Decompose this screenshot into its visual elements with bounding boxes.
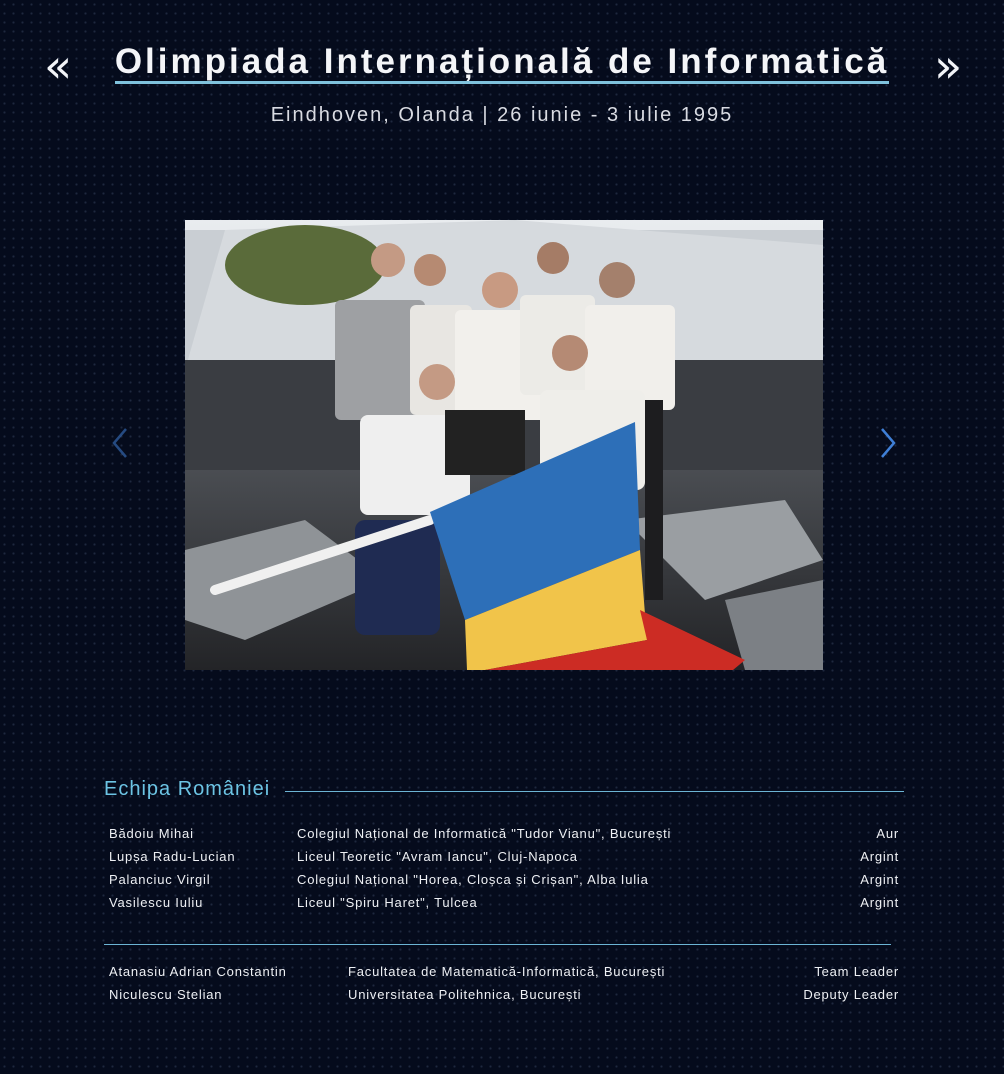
member-name: Lupșa Radu-Lucian	[109, 849, 236, 864]
member-medal: Argint	[860, 872, 899, 887]
leaders-divider	[104, 944, 891, 945]
leader-institution: Facultatea de Matematică-Informatică, București	[348, 964, 666, 979]
leader-institution: Universitatea Politehnica, București	[348, 987, 582, 1002]
team-section-title: Echipa României	[104, 778, 271, 800]
chevron-right-icon[interactable]	[876, 425, 900, 461]
chevron-left-icon[interactable]	[108, 425, 132, 461]
leader-role: Team Leader	[814, 964, 899, 979]
leader-name: Niculescu Stelian	[109, 987, 223, 1002]
leader-row	[109, 964, 899, 984]
member-name: Bădoiu Mihai	[109, 826, 194, 841]
page-title-link[interactable]: Olimpiada Internațională de Informatică	[115, 42, 889, 84]
team-member-row	[109, 826, 899, 846]
leader-row	[109, 987, 899, 1007]
member-name: Vasilescu Iuliu	[109, 895, 204, 910]
member-name: Palanciuc Virgil	[109, 872, 211, 887]
photo-carousel	[185, 220, 823, 670]
next-edition-link[interactable]: »	[934, 39, 963, 93]
page-header	[0, 0, 1004, 150]
page-subtitle: Eindhoven, Olanda | 26 iunie - 3 iulie 1995	[270, 104, 734, 126]
section-divider	[285, 791, 904, 792]
team-section-header	[104, 778, 904, 808]
member-medal: Aur	[876, 826, 899, 841]
team-member-row	[109, 872, 899, 892]
previous-edition-link[interactable]: «	[44, 39, 73, 93]
leader-name: Atanasiu Adrian Constantin	[109, 964, 287, 979]
leader-role: Deputy Leader	[803, 987, 899, 1002]
member-medal: Argint	[860, 849, 899, 864]
member-school: Liceul "Spiru Haret", Tulcea	[297, 895, 478, 910]
member-school: Liceul Teoretic "Avram Iancu", Cluj-Napoca	[297, 849, 578, 864]
team-member-row	[109, 895, 899, 915]
member-medal: Argint	[860, 895, 899, 910]
member-school: Colegiul Național de Informatică "Tudor Vianu", București	[297, 826, 672, 841]
member-school: Colegiul Național "Horea, Cloșca și Crișan", Alba Iulia	[297, 872, 649, 887]
team-member-row	[109, 849, 899, 869]
team-photo	[185, 220, 823, 670]
page-title[interactable]	[0, 40, 1004, 84]
